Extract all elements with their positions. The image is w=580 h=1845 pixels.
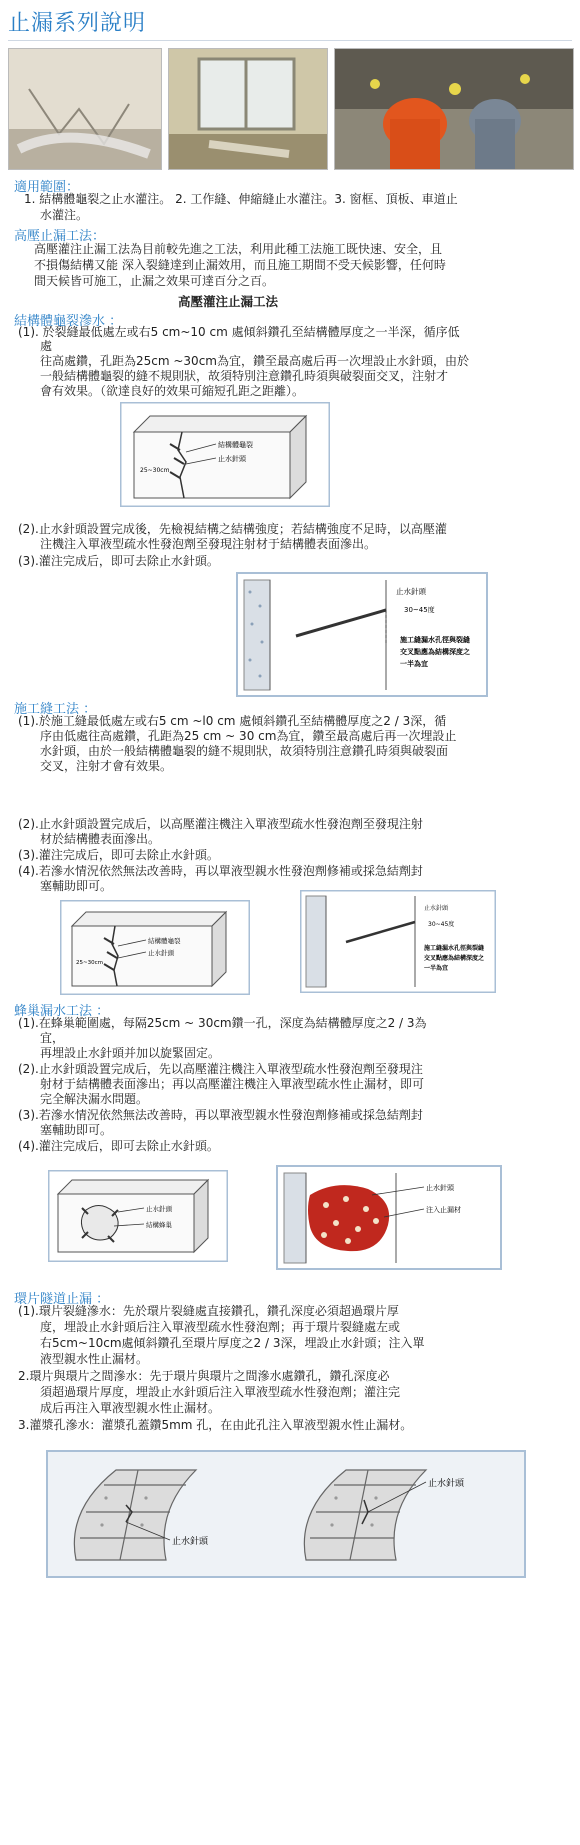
honey-step2-line-1: (2).止水針頭設置完成后，先以高壓灌注機注入單液型疏水性發泡劑至發現注: [18, 1062, 423, 1076]
tunnel-item1-line-1: (1).環片裂縫滲水：先於環片裂縫處直接鑽孔，鑽孔深度必須超過環片厚: [18, 1304, 399, 1318]
figure-joint-block: [60, 900, 250, 995]
honey-step3-line-2: 塞輔助即可。: [40, 1123, 113, 1137]
figure-honeycomb-inject: [276, 1165, 502, 1270]
fig1-label-crack: 結構體龜裂: [218, 441, 253, 449]
fig4-note-3: 一半為宜: [424, 965, 449, 972]
honey-step2-line-3: 完全解決漏水問題。: [40, 1092, 149, 1106]
fig5-label-needle: 止水針頭: [146, 1205, 172, 1213]
joint-heading: 施工縫工法 ：: [14, 702, 97, 717]
crack-step1-line-1: (1). 於裂縫最低處左或右5 cm~10 cm 處傾斜鑽孔至結構體厚度之一半深，循序低: [18, 325, 460, 339]
fig7-label-needle-right: 止水針頭: [428, 1479, 465, 1489]
joint-step4-line-2: 塞輔助即可。: [40, 879, 113, 893]
honey-step1-line-3: 再埋設止水針頭并加以旋緊固定。: [40, 1046, 221, 1060]
fig4-label-needle: 止水針頭: [424, 905, 449, 912]
figure-joint-section: [300, 890, 496, 993]
joint-step1-line-3: 水針頭，由於一般結構體龜裂的縫不規則狀，故須特別注意鑽孔時須與破裂面: [40, 744, 449, 758]
photo-pipe-penetration: [334, 48, 574, 170]
crack-step1-line-2: 處: [40, 339, 53, 353]
title-divider: [8, 40, 572, 41]
fig4-note-2: 交叉點應為結構深度之: [424, 955, 485, 962]
tunnel-item2-line-1: 2.環片與環片之間滲水：先于環片與環片之間滲水處鑽孔，鑽孔深度必: [18, 1369, 390, 1383]
fig3-label-needle: 止水針頭: [148, 949, 174, 957]
honey-step2-line-2: 射材于結構體表面滲出；再以高壓灌注機注入單液型疏水性止漏材，即可: [40, 1077, 425, 1091]
fig7-label-needle-left: 止水針頭: [172, 1537, 209, 1547]
figure-crack-block: [120, 402, 330, 507]
method-line-2: 不損傷結構又能 深入裂縫達到止漏效用，而且施工期間不受天候影響，任何時: [34, 258, 446, 272]
crack-step1-line-4: 一般結構體龜裂的縫不規則狀，故須特別注意鑽孔時須與破裂面交叉，注射才: [40, 369, 449, 383]
joint-step1-line-1: (1).於施工縫最低處左或右5 cm ~l0 cm 處傾斜鑽孔至結構體厚度之2 / 3深，循: [18, 714, 447, 728]
tunnel-item1-line-4: 液型親水性止漏材。: [40, 1352, 149, 1366]
fig2-label-angle: 30~45度: [404, 606, 435, 614]
fig2-note-2: 交叉點應為結構深度之: [400, 648, 470, 656]
fig4-label-angle: 30~45度: [428, 921, 455, 928]
fig2-label-needle: 止水針頭: [396, 587, 426, 596]
honey-step3-line-1: (3).若滲水情況依然無法改善時，再以單液型親水性發泡劑修補或採急結劑封: [18, 1108, 423, 1122]
joint-step3: (3).灌注完成后，即可去除止水針頭。: [18, 848, 219, 862]
photo-wall-crack: [8, 48, 162, 170]
scope-line-2: 水灌注。: [40, 208, 89, 222]
crack-step2-line-1: (2).止水針頭設置完成後，先檢視結構之結構強度；若結構強度不足時，以高壓灌: [18, 522, 447, 536]
joint-step1-line-2: 序由低處往高處鑽，孔距為25 cm ~ 30 cm為宜，鑽至最高處后再一次埋設止: [40, 729, 457, 743]
honey-step4: (4).灌注完成后，即可去除止水針頭。: [18, 1139, 219, 1153]
honeycomb-heading: 蜂巢漏水工法 ：: [14, 1004, 110, 1019]
fig4-note-1: 施工縫漏水孔徑與裂縫: [424, 945, 485, 952]
page-title: 止漏系列說明: [8, 11, 147, 36]
joint-step2-line-2: 材於結構體表面滲出。: [40, 832, 161, 846]
crack-step2-line-2: 注機注入單液型疏水性發泡劑至發現注射材于結構體表面滲出。: [40, 537, 377, 551]
tunnel-item1-line-2: 度，埋設止水針頭后注入單液型疏水性發泡劑；再于環片裂縫處左或: [40, 1320, 401, 1334]
tunnel-item1-line-3: 右5cm~10cm處傾斜鑽孔至環片厚度之2 / 3深，埋設止水針頭；注入單: [40, 1336, 425, 1350]
fig1-label-needle: 止水針頭: [218, 455, 246, 463]
fig2-note-1: 施工縫漏水孔徑與裂縫: [400, 636, 470, 644]
scope-line-1: 1. 結構體龜裂之止水灌注。 2. 工作縫、伸縮縫止水灌注。3. 窗框、頂板、車道止: [24, 192, 458, 206]
method-center-title: 高壓灌注止漏工法: [178, 294, 279, 309]
crack-step3: (3).灌注完成后，即可去除止水針頭。: [18, 554, 219, 568]
scope-heading: 適用範圍：: [14, 180, 80, 195]
method-heading: 高壓止漏工法：: [14, 229, 106, 244]
fig3-label-crack: 結構體龜裂: [148, 937, 181, 945]
tunnel-item3: 3.灌漿孔滲水：灌漿孔蓋鑽5mm 孔，在由此孔注入單液型親水性止漏材。: [18, 1418, 413, 1432]
fig5-label-honeycomb: 結構蜂巢: [146, 1221, 172, 1229]
tunnel-item2-line-2: 須超過環片厚度，埋設止水針頭后注入單液型疏水性發泡劑；灌注完: [40, 1385, 401, 1399]
joint-step4-line-1: (4).若滲水情況依然無法改善時，再以單液型親水性發泡劑修補或採急結劑封: [18, 864, 423, 878]
fig1-label-spacing: 25~30cm: [140, 467, 170, 474]
figure-section-needle: [236, 572, 488, 697]
photo-window-room: [168, 48, 328, 170]
fig6-label-needle: 止水針頭: [426, 1184, 454, 1192]
honey-step1-line-1: (1).在蜂巢範圍處，每隔25cm ~ 30cm鑽一孔，深度為結構體厚度之2 / 3為: [18, 1016, 427, 1030]
structure-crack-heading: 結構體龜裂滲水 ：: [14, 314, 123, 329]
joint-step1-line-4: 交叉，注射才會有效果。: [40, 759, 173, 773]
figure-tunnel-segments: [46, 1450, 526, 1578]
crack-step1-line-3: 往高處鑽，孔距為25cm ~30cm為宜，鑽至最高處后再一次埋設止水針頭，由於: [40, 354, 469, 368]
fig6-label-inject: 注入止漏材: [426, 1206, 461, 1214]
figure-honeycomb-block: [48, 1170, 228, 1262]
fig2-note-3: 一半為宜: [400, 660, 428, 668]
joint-step2-line-1: (2).止水針頭設置完成后，以高壓灌注機注入單液型疏水性發泡劑至發現注射: [18, 817, 423, 831]
fig3-label-spacing: 25~30cm: [76, 960, 103, 966]
method-line-3: 間天候皆可施工，止漏之效果可達百分之百。: [34, 274, 275, 288]
tunnel-item2-line-3: 成后再注入單液型親水性止漏材。: [40, 1401, 221, 1415]
crack-step1-line-5: 會有效果。（欲達良好的效果可縮短孔距之距離）。: [40, 384, 305, 398]
tunnel-heading: 環片隧道止漏 ：: [14, 1292, 110, 1307]
method-line-1: 高壓灌注止漏工法為目前較先進之工法，利用此種工法施工既快速、安全，且: [34, 242, 443, 256]
honey-step1-line-2: 宜，: [40, 1031, 65, 1045]
